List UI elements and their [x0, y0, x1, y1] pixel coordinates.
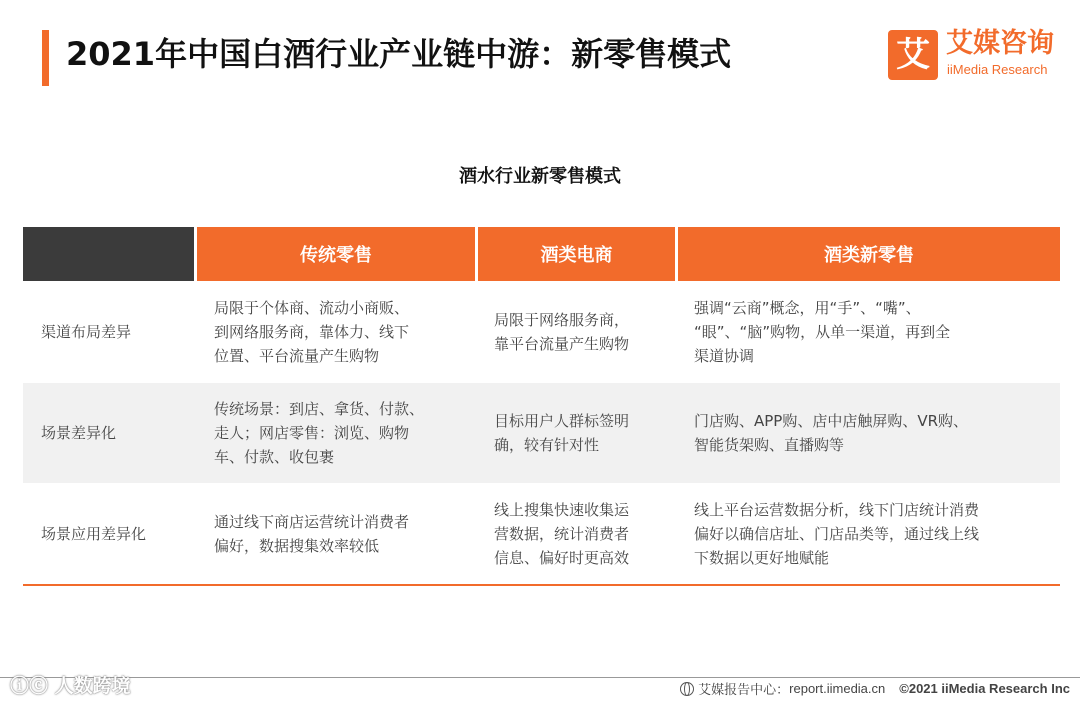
footer-source: [680, 679, 1070, 698]
table-row: [23, 484, 1060, 584]
header-cell-traditional-retail: 传统零售: [197, 227, 475, 281]
table-cell: 线上平台运营数据分析，线下门店统计消费 偏好以确信店址、门店品类等，通过线上线 下数据以更好地赋能: [694, 501, 980, 567]
table-row: [23, 282, 1060, 382]
row-label: 渠道布局差异: [41, 323, 132, 341]
row-label: 场景差异化: [41, 424, 117, 442]
iimedia-logo: [888, 30, 1058, 82]
header-cell-liquor-ecommerce: 酒类电商: [478, 227, 675, 281]
watermark: ⓘⓒ 人数跨境: [10, 675, 131, 697]
title-accent-bar: [42, 30, 49, 86]
table-cell: 线上搜集快速收集运 营数据，统计消费者 信息、偏好时更高效: [494, 501, 630, 567]
table-cell: 目标用户人群标签明 确，较有针对性: [494, 412, 630, 454]
table-cell: 门店购、APP购、店中店触屏购、VR购、 智能货架购、直播购等: [694, 412, 969, 454]
logo-chinese-text: 艾媒咨询: [946, 28, 1054, 59]
logo-english-text: iiMedia Research: [947, 62, 1048, 77]
footer-source-link[interactable]: report.iimedia.cn: [789, 681, 886, 696]
header-cell-corner: [23, 227, 194, 281]
table-row: [23, 383, 1060, 483]
table-cell: 强调“云商”概念，用“手”、“嘴”、 “眼”、“脑”购物，从单一渠道，再到全 渠道协调: [694, 299, 951, 365]
footer-divider: [0, 677, 1080, 678]
table-bottom-border: [23, 584, 1060, 586]
table-cell: 局限于网络服务商， 靠平台流量产生购物: [494, 311, 630, 353]
footer-source-label: 艾媒报告中心：: [698, 682, 790, 697]
table-cell: 局限于个体商、流动小商贩、 到网络服务商，靠体力、线下 位置、平台流量产生购物: [214, 299, 410, 365]
table-cell: 通过线下商店运营统计消费者 偏好，数据搜集效率较低: [214, 513, 410, 555]
row-label: 场景应用差异化: [41, 525, 147, 543]
page-title: 2021年中国白酒行业产业链中游：新零售模式: [66, 35, 732, 73]
globe-icon: [680, 682, 694, 696]
table-cell: 传统场景：到店、拿货、付款、 走人；网店零售：浏览、购物 车、付款、收包裹: [214, 400, 425, 466]
table-caption: 酒水行业新零售模式: [459, 166, 621, 187]
logo-mark-icon: 艾: [888, 30, 938, 80]
footer-copyright: ©2021 iiMedia Research Inc: [899, 681, 1070, 696]
header-cell-liquor-new-retail: 酒类新零售: [678, 227, 1060, 281]
